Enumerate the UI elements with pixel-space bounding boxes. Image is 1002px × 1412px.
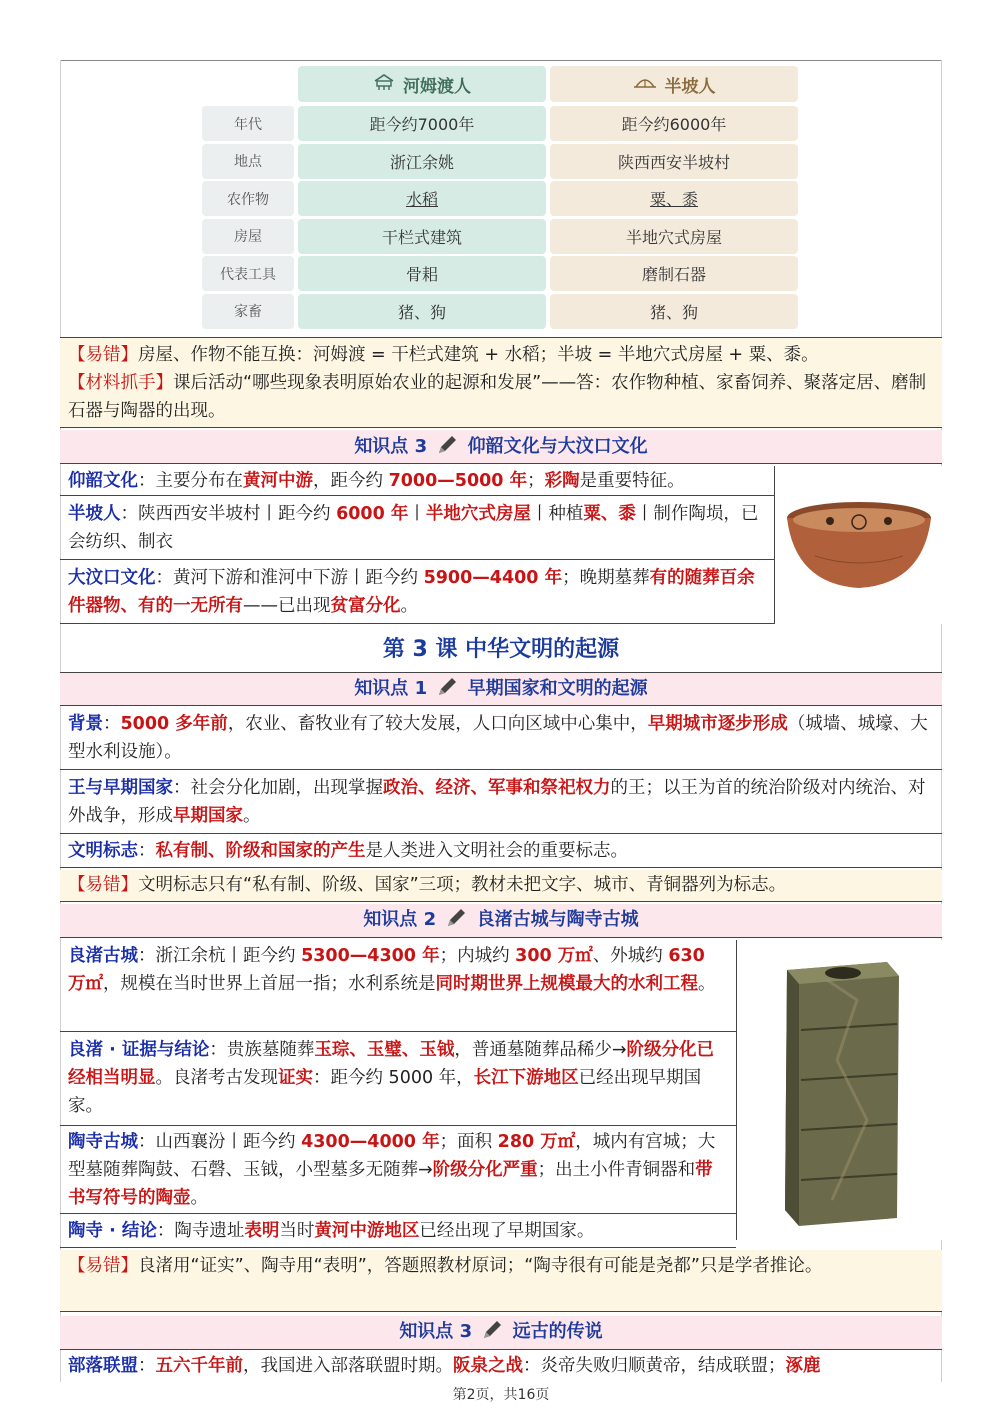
kp-number: 知识点 3 <box>399 1321 473 1342</box>
table-row <box>202 219 802 254</box>
text: 。 <box>698 974 716 994</box>
text: 当时 <box>279 1221 315 1241</box>
text: 。 <box>190 1188 208 1208</box>
table-header-row <box>202 66 802 102</box>
text: （城墙、城壕、大型水利设施）。 <box>68 714 928 762</box>
lesson-title: 第 3 课 中华文明的起源 <box>382 637 620 662</box>
highlight: 半地穴式房屋 <box>425 504 531 524</box>
hemudu-cell <box>298 181 546 216</box>
highlight: 4300—4000 年 <box>301 1132 440 1152</box>
highlight: 黄河中游 <box>243 471 313 491</box>
term: 陶寺 · 结论 <box>68 1221 157 1241</box>
kp-heading-ancient-cities <box>60 904 942 938</box>
kp-title: 早期国家和文明的起源 <box>467 678 648 699</box>
highlight: 早期国家 <box>173 806 243 826</box>
header-banpo <box>550 66 798 102</box>
highlight: 7000—5000 年 <box>388 471 528 491</box>
header-banpo-label: 半坡人 <box>664 76 716 97</box>
row-label: 农作物 <box>202 181 294 216</box>
term: 良渚古城 <box>68 946 138 966</box>
text: 丨 <box>408 504 426 524</box>
highlight: 粟、黍 <box>583 504 636 524</box>
text: 的王；以王为首的统治阶级对内统治、对外战争，形成 <box>68 778 926 826</box>
text: 。良渚考古发现 <box>155 1068 278 1088</box>
highlight: 黄河中游地区 <box>314 1221 420 1241</box>
background-row <box>60 708 942 770</box>
error-note <box>60 870 942 902</box>
highlight: 5300—4300 年 <box>301 946 440 966</box>
text: ：距今约 5000 年， <box>313 1068 474 1088</box>
header-blank <box>202 66 294 102</box>
highlight: 阶级分化已经相当明显 <box>68 1040 715 1088</box>
pencil-icon <box>436 434 458 456</box>
highlight: 私有制、阶级和国家的产生 <box>155 841 366 861</box>
highlight: 同时期世界上规模最大的水利工程 <box>435 974 698 994</box>
text: ；面积 <box>439 1132 498 1152</box>
kp-number: 知识点 3 <box>354 436 428 457</box>
highlight: 表明 <box>244 1221 280 1241</box>
term: 仰韶文化 <box>68 471 138 491</box>
highlight: 政治、经济、军事和祭祀权力 <box>383 778 611 798</box>
highlight: 玉琮、玉璧、玉钺 <box>314 1040 455 1060</box>
term: 背景 <box>68 714 103 734</box>
text: ：黄河下游和淮河中下游丨距今约 <box>155 568 424 588</box>
text: 已经出现了早期国家。 <box>419 1221 595 1241</box>
material-text: 课后活动“哪些现象表明原始农业的起源和发展”——答：农作物种植、家畜饲养、聚落定居、磨制石器与陶器的出现。 <box>68 373 927 421</box>
highlight: 早期城市逐步形成 <box>647 714 788 734</box>
text: ：浙江余杭丨距今约 <box>138 946 302 966</box>
error-note <box>60 1250 942 1312</box>
text: ： <box>103 714 121 734</box>
table-row <box>202 181 802 216</box>
stilt-house-icon <box>373 73 395 96</box>
term: 陶寺古城 <box>68 1132 138 1152</box>
pencil-icon <box>445 907 467 929</box>
row-label: 家畜 <box>202 294 294 329</box>
highlight: 五六千年前 <box>155 1356 243 1376</box>
highlight: 带书写符号的陶壶 <box>68 1160 713 1208</box>
kp-title: 良渚古城与陶寺古城 <box>476 909 639 930</box>
highlight: 阶级分化严重 <box>432 1160 538 1180</box>
table-row <box>202 294 802 329</box>
text: ，距今约 <box>313 471 389 491</box>
term: 文明标志 <box>68 841 138 861</box>
highlight: 证实 <box>278 1068 313 1088</box>
text: ，普通墓随葬品稀少→ <box>454 1040 627 1060</box>
kp-number: 知识点 1 <box>354 678 428 699</box>
term: 部落联盟 <box>68 1356 138 1376</box>
banpo-cell: 磨制石器 <box>550 256 798 291</box>
yangshao-row <box>60 466 774 496</box>
term: 半坡人 <box>68 504 121 524</box>
top-rule <box>60 60 942 61</box>
error-tag: 【易错】 <box>68 345 138 365</box>
highlight: 5900—4400 年 <box>423 568 563 588</box>
error-tag: 【易错】 <box>68 1256 138 1276</box>
text: ：陶寺遗址 <box>156 1221 245 1241</box>
banpo-cell: 猪、狗 <box>550 294 798 329</box>
kp-title: 远古的传说 <box>512 1321 603 1342</box>
kp-heading-yangshao <box>60 430 942 464</box>
hemudu-cell: 猪、狗 <box>298 294 546 329</box>
comparison-table <box>202 66 802 332</box>
highlight: 630 万㎡ <box>68 946 705 994</box>
term: 大汶口文化 <box>68 568 156 588</box>
banpo-crop: 粟、黍 <box>649 190 698 210</box>
row-label: 房屋 <box>202 219 294 254</box>
liangzhu-row <box>60 940 736 1032</box>
text: ： <box>138 1356 156 1376</box>
pencil-icon <box>436 676 458 698</box>
taosi-conclusion-row <box>60 1216 736 1248</box>
tribal-alliance-row <box>60 1352 942 1382</box>
error-text: 文明标志只有“私有制、阶级、国家”三项；教材未把文字、城市、青铜器列为标志。 <box>138 875 787 895</box>
banpo-cell: 距今约6000年 <box>550 106 798 141</box>
highlight: 6000 年 <box>336 504 409 524</box>
text: 是重要特征。 <box>579 471 685 491</box>
hemudu-crop: 水稻 <box>405 190 438 210</box>
text: ； <box>527 471 545 491</box>
table-row <box>202 144 802 179</box>
text: ，农业、畜牧业有了较大发展，人口向区域中心集中， <box>227 714 648 734</box>
text: 、外城约 <box>592 946 669 966</box>
error-tag: 【易错】 <box>68 875 138 895</box>
text: ，我国进入部落联盟时期。 <box>243 1356 453 1376</box>
text: ，规模在当时世界上首屈一指；水利系统是 <box>103 974 436 994</box>
highlight: 5000 多年前 <box>120 714 228 734</box>
banpo-cell: 陕西西安半坡村 <box>550 144 798 179</box>
term: 王与早期国家 <box>68 778 173 798</box>
row-label: 地点 <box>202 144 294 179</box>
highlight: 贫富分化 <box>330 596 401 616</box>
text: ：主要分布在 <box>138 471 243 491</box>
pit-house-icon <box>633 74 657 94</box>
kp-title: 仰韶文化与大汶口文化 <box>467 436 648 457</box>
error-text: 良渚用“证实”、陶寺用“表明”，答题照教材原词；“陶寺很有可能是尧都”只是学者推论。 <box>138 1256 823 1276</box>
pencil-icon <box>481 1319 503 1341</box>
text: ——已出现 <box>243 596 331 616</box>
text: ：炎帝失败归顺黄帝，结成联盟； <box>523 1356 786 1376</box>
table-row <box>202 256 802 291</box>
highlight: 有的随葬百余件器物、有的一无所有 <box>68 568 755 616</box>
header-hemudu-label: 河姆渡人 <box>403 76 471 97</box>
civilization-mark-row <box>60 836 942 868</box>
liangzhu-evidence-row <box>60 1034 736 1126</box>
text: ：贵族墓随葬 <box>209 1040 315 1060</box>
text: 已经出现早期国家。 <box>68 1068 702 1116</box>
painted-pottery-bowl-image <box>774 466 942 624</box>
row-label: 年代 <box>202 106 294 141</box>
highlight: 长江下游地区 <box>473 1068 579 1088</box>
text: ；出土小件青铜器和 <box>537 1160 696 1180</box>
text: 。 <box>243 806 261 826</box>
taosi-row <box>60 1128 736 1214</box>
page-footer: 第2页，共16页 <box>452 1387 550 1403</box>
banpo-row <box>60 498 774 560</box>
table-row <box>202 106 802 141</box>
error-note <box>60 337 942 428</box>
error-text: 房屋、作物不能互换：河姆渡 = 干栏式建筑 + 水稻；半坡 = 半地穴式房屋 + 粟、黍。 <box>138 345 819 365</box>
text: ：陕西西安半坡村丨距今约 <box>120 504 337 524</box>
material-tag: 【材料抓手】 <box>68 373 173 393</box>
kp-number: 知识点 2 <box>363 909 437 930</box>
text: ： <box>138 841 156 861</box>
kp-heading-early-states <box>60 672 942 706</box>
highlight: 彩陶 <box>544 471 580 491</box>
hemudu-cell: 距今约7000年 <box>298 106 546 141</box>
hemudu-cell: 浙江余姚 <box>298 144 546 179</box>
highlight: 阪泉之战 <box>453 1356 523 1376</box>
text: ：山西襄汾丨距今约 <box>138 1132 302 1152</box>
text: ，城内有宫城；大型墓随葬陶鼓、石磬、玉钺，小型墓多无随葬→ <box>68 1132 716 1180</box>
king-state-row <box>60 772 942 834</box>
text: 是人类进入文明社会的重要标志。 <box>365 841 628 861</box>
highlight: 280 万㎡ <box>497 1132 576 1152</box>
dawenkou-row <box>60 562 774 624</box>
text: ；内城约 <box>439 946 516 966</box>
text: ：社会分化加剧，出现掌握 <box>173 778 383 798</box>
highlight: 涿鹿 <box>785 1356 821 1376</box>
text: 丨种植 <box>530 504 584 524</box>
banpo-cell <box>550 181 798 216</box>
kp-heading-legends <box>60 1316 942 1350</box>
header-hemudu <box>298 66 546 102</box>
term: 良渚 · 证据与结论 <box>68 1040 210 1060</box>
banpo-cell: 半地穴式房屋 <box>550 219 798 254</box>
jade-cong-image <box>736 940 942 1240</box>
hemudu-cell: 干栏式建筑 <box>298 219 546 254</box>
highlight: 300 万㎡ <box>515 946 593 966</box>
text: 丨制作陶埙，已会纺织、制衣 <box>68 504 759 552</box>
text: 。 <box>400 596 418 616</box>
hemudu-cell: 骨耜 <box>298 256 546 291</box>
row-label: 代表工具 <box>202 256 294 291</box>
text: ；晚期墓葬 <box>562 568 650 588</box>
